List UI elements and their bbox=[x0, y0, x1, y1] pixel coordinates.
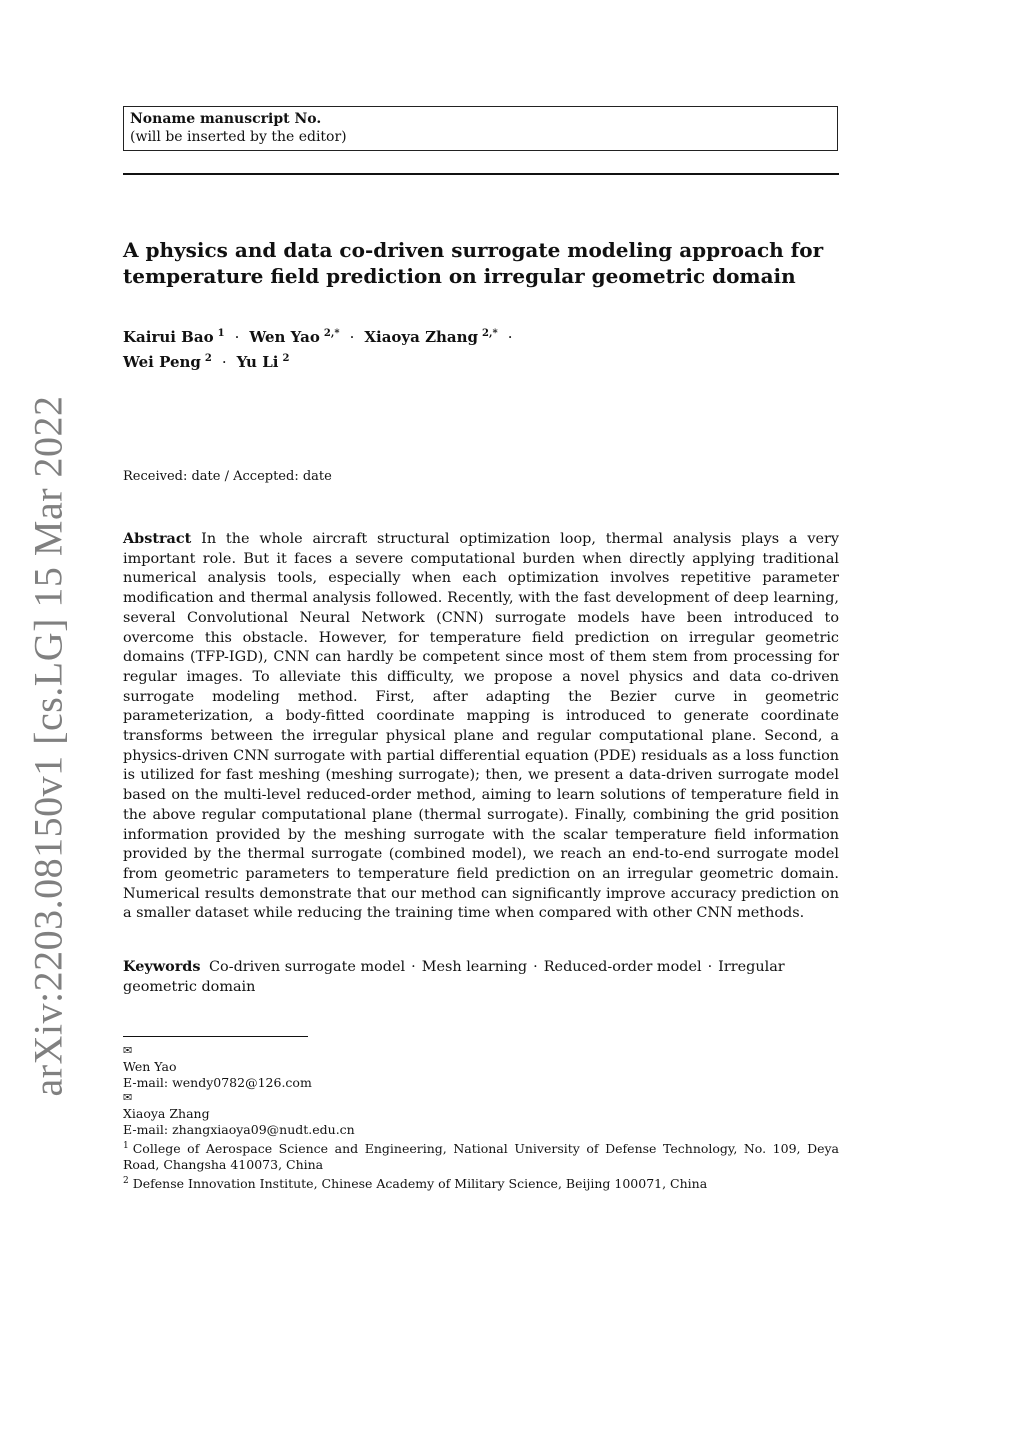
author-affiliation-mark: 2,* bbox=[482, 328, 498, 339]
manuscript-note: (will be inserted by the editor) bbox=[130, 129, 347, 145]
author-line-2 bbox=[123, 348, 839, 373]
manuscript-box bbox=[123, 106, 838, 151]
manuscript-label: Noname manuscript No. bbox=[130, 111, 322, 127]
contact-email: E-mail: wendy0782@126.com bbox=[123, 1075, 312, 1090]
contact-name: Wen Yao bbox=[123, 1059, 177, 1074]
keywords bbox=[123, 957, 839, 997]
affiliation-2 bbox=[123, 1173, 839, 1192]
author-list bbox=[123, 323, 839, 373]
affiliation-text: Defense Innovation Institute, Chinese Academy of Military Science, Beijing 100071, China bbox=[132, 1176, 708, 1191]
author-affiliation-mark: 2 bbox=[204, 353, 212, 364]
contact-name: Xiaoya Zhang bbox=[123, 1106, 210, 1121]
keyword-separator: · bbox=[707, 959, 713, 975]
title-line-1: A physics and data co-driven surrogate modeling approach for bbox=[123, 238, 824, 262]
author-name: Wei Peng bbox=[123, 353, 201, 371]
contact-name-line bbox=[123, 1043, 312, 1075]
author-separator: · bbox=[349, 328, 355, 346]
header-rule bbox=[123, 173, 839, 175]
keyword-separator: · bbox=[533, 959, 538, 975]
affiliation-mark: 2 bbox=[123, 1176, 129, 1186]
author-affiliation-mark: 1 bbox=[217, 328, 225, 339]
author-affiliation-mark: 2 bbox=[282, 353, 290, 364]
author-name: Wen Yao bbox=[249, 328, 320, 346]
footnote-rule bbox=[123, 1036, 308, 1037]
envelope-icon: ✉ bbox=[123, 1044, 133, 1057]
abstract-heading: Abstract bbox=[123, 530, 192, 547]
author-separator: · bbox=[221, 353, 227, 371]
keywords-heading: Keywords bbox=[123, 958, 201, 975]
author-line-1 bbox=[123, 323, 839, 348]
author-name: Xiaoya Zhang bbox=[364, 328, 479, 346]
affiliation-text: College of Aerospace Science and Engineering, National University of Defense Technology, No. 109, Deya Road, Changsha 410073, China bbox=[123, 1141, 839, 1172]
keyword-item: Co-driven surrogate model bbox=[209, 959, 406, 975]
author-separator: · bbox=[507, 328, 513, 346]
contact-email: E-mail: zhangxiaoya09@nudt.edu.cn bbox=[123, 1122, 355, 1137]
abstract bbox=[123, 529, 839, 924]
author-separator: · bbox=[234, 328, 240, 346]
title-line-2: temperature field prediction on irregular geometric domain bbox=[123, 264, 796, 288]
contact-wen-yao bbox=[123, 1043, 312, 1091]
arxiv-stamp: arXiv:2203.08150v1 [cs.LG] 15 Mar 2022 bbox=[25, 395, 71, 1097]
keyword-separator: · bbox=[411, 959, 416, 975]
author-name: Kairui Bao bbox=[123, 328, 214, 346]
received-date: Received: date / Accepted: date bbox=[123, 469, 332, 484]
affiliation-1 bbox=[123, 1138, 839, 1173]
author-name: Yu Li bbox=[236, 353, 279, 371]
paper-title bbox=[123, 237, 839, 289]
author-affiliation-mark: 2,* bbox=[323, 328, 340, 339]
envelope-icon: ✉ bbox=[123, 1091, 133, 1104]
abstract-text: In the whole aircraft structural optimization loop, thermal analysis plays a very important role. But it faces a severe computational burden when directly applying traditional numerical analysis tools, especially when each optimization involves repetitive parameter modification and thermal analysis followed. Recently, with the fast development of deep learning, several Convolutional Neural Network (CNN) surrogate models have been introduced to overcome this obstacle. However, for temperature field prediction on irregular geometric domains (TFP-IGD), CNN can hardly be competent since most of them stem from processing for regular images. To alleviate this difficulty, we propose a novel physics and data co-driven surrogate modeling method. First, after adapting the Bezier curve in geometric parameterization, a body-fitted coordinate mapping is introduced to generate coordinate transforms between the irregular physical plane and regular computational plane. Second, a physics-driven CNN surrogate with partial differential equation (PDE) residuals as a loss function is utilized for fast meshing (meshing surrogate); then, we present a data-driven surrogate model based on the multi-level reduced-order method, aiming to learn solutions of temperature field in the above regular computational plane (thermal surrogate). Finally, combining the grid position information provided by the meshing surrogate with the scalar temperature field information provided by the thermal surrogate (combined model), we reach an end-to-end surrogate model from geometric parameters to temperature field prediction on an irregular geometric domain. Numerical results demonstrate that our method can significantly improve accuracy prediction on a smaller dataset while reducing the training time when compared with other CNN methods. bbox=[123, 531, 840, 922]
keyword-item: Irregular geometric domain bbox=[123, 959, 785, 995]
contact-xiaoya-zhang bbox=[123, 1090, 355, 1138]
affiliations bbox=[123, 1138, 839, 1192]
keyword-item: Mesh learning bbox=[421, 959, 528, 975]
contact-name-line bbox=[123, 1090, 355, 1122]
affiliation-mark: 1 bbox=[123, 1141, 129, 1151]
keyword-item: Reduced-order model bbox=[543, 959, 702, 975]
